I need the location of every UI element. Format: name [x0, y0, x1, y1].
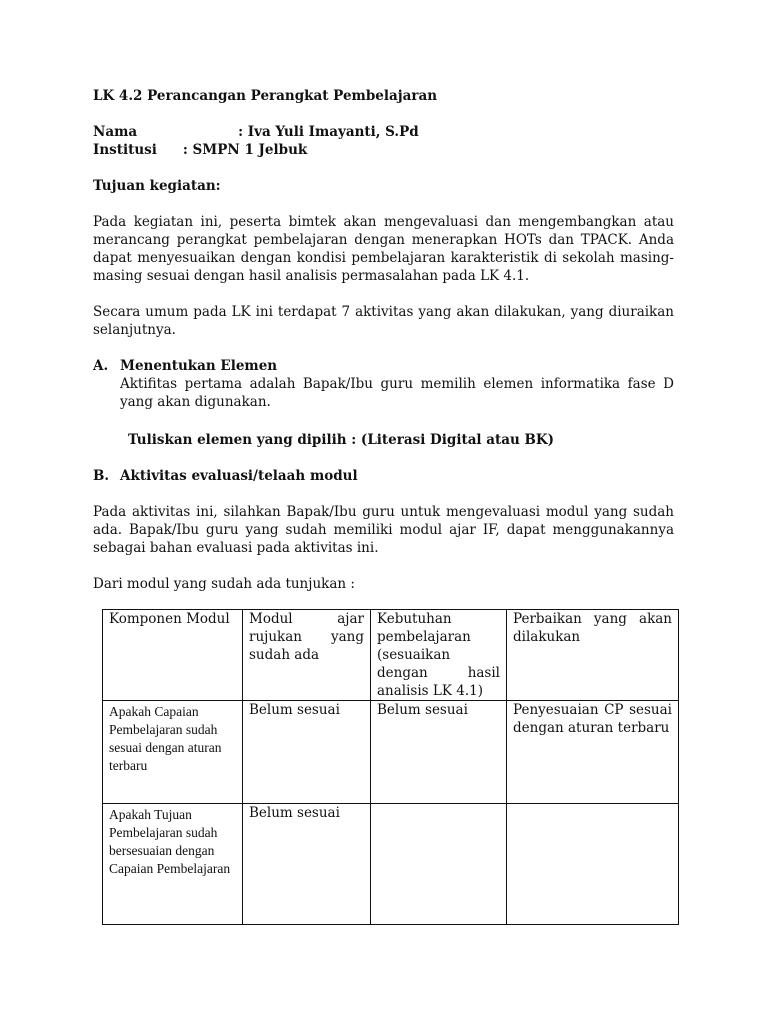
paragraph-1: Pada kegiatan ini, peserta bimtek akan mengevaluasi dan mengembangkan atau merancang perangkat pembelajaran dengan menerapkan HOTs dan TPACK. Anda dapat menyesuaikan dengan kondisi pembelajaran karakteristik di sekolah masing-masing sesuai dengan hasil analisis permasalahan pada LK 4.1.: [93, 214, 674, 284]
tujuan-heading: Tujuan kegiatan:: [93, 178, 221, 194]
header-cell: Modul ajar rujukan yang sudah ada: [243, 610, 371, 701]
table-cell: Belum sesuai: [243, 804, 371, 925]
table-row: [103, 804, 679, 925]
instruction-line: Tuliskan elemen yang dipilih : (Literasi Digital atau BK): [128, 432, 555, 448]
header-cell: Perbaikan yang akan dilakukan: [507, 610, 679, 701]
institusi-label: Institusi: [93, 142, 157, 158]
table-cell: Apakah Capaian Pembelajaran sudah sesuai dengan aturan terbaru: [103, 701, 243, 804]
institusi-value: : SMPN 1 Jelbuk: [182, 142, 308, 158]
table-cell: Penyesuaian CP sesuai dengan aturan terbaru: [507, 701, 679, 804]
document-page: [93, 87, 674, 593]
table-row: [103, 701, 679, 804]
table-cell: Belum sesuai: [371, 701, 507, 804]
section-b-letter: B.: [93, 468, 110, 484]
section-b-title: Aktivitas evaluasi/telaah modul: [120, 468, 358, 484]
section-a-title: Menentukan Elemen: [120, 358, 278, 374]
section-a-letter: A.: [93, 358, 109, 374]
table-cell: [371, 804, 507, 925]
institusi-row: [93, 141, 674, 159]
header-cell: Kebutuhan pembelajaran (sesuaikan dengan hasil analisis LK 4.1): [371, 610, 507, 701]
table-header-row: [103, 610, 679, 701]
table-cell: [507, 804, 679, 925]
paragraph-2: Secara umum pada LK ini terdapat 7 aktivitas yang akan dilakukan, yang diuraikan selanjutnya.: [93, 304, 674, 338]
nama-label: Nama: [93, 124, 138, 140]
paragraph-3: Pada aktivitas ini, silahkan Bapak/Ibu guru untuk mengevaluasi modul yang sudah ada. Bapak/Ibu guru yang sudah memiliki modul ajar IF, dapat menggunakannya sebagai bahan evaluasi pada aktivitas ini.: [93, 504, 674, 556]
section-b-heading: [93, 467, 674, 485]
section-a-heading: [93, 357, 674, 375]
document-title: LK 4.2 Perancangan Perangkat Pembelajaran: [93, 88, 438, 104]
evaluation-table: [102, 609, 679, 925]
nama-row: [93, 123, 674, 141]
section-a-body: Aktifitas pertama adalah Bapak/Ibu guru memilih elemen informatika fase D yang akan digunakan.: [120, 376, 674, 410]
paragraph-4: Dari modul yang sudah ada tunjukan :: [93, 576, 355, 592]
nama-value: : Iva Yuli Imayanti, S.Pd: [238, 124, 419, 140]
header-cell: Komponen Modul: [103, 610, 243, 701]
table-cell: Belum sesuai: [243, 701, 371, 804]
table-cell: Apakah Tujuan Pembelajaran sudah bersesuaian dengan Capaian Pembelajaran: [103, 804, 243, 925]
